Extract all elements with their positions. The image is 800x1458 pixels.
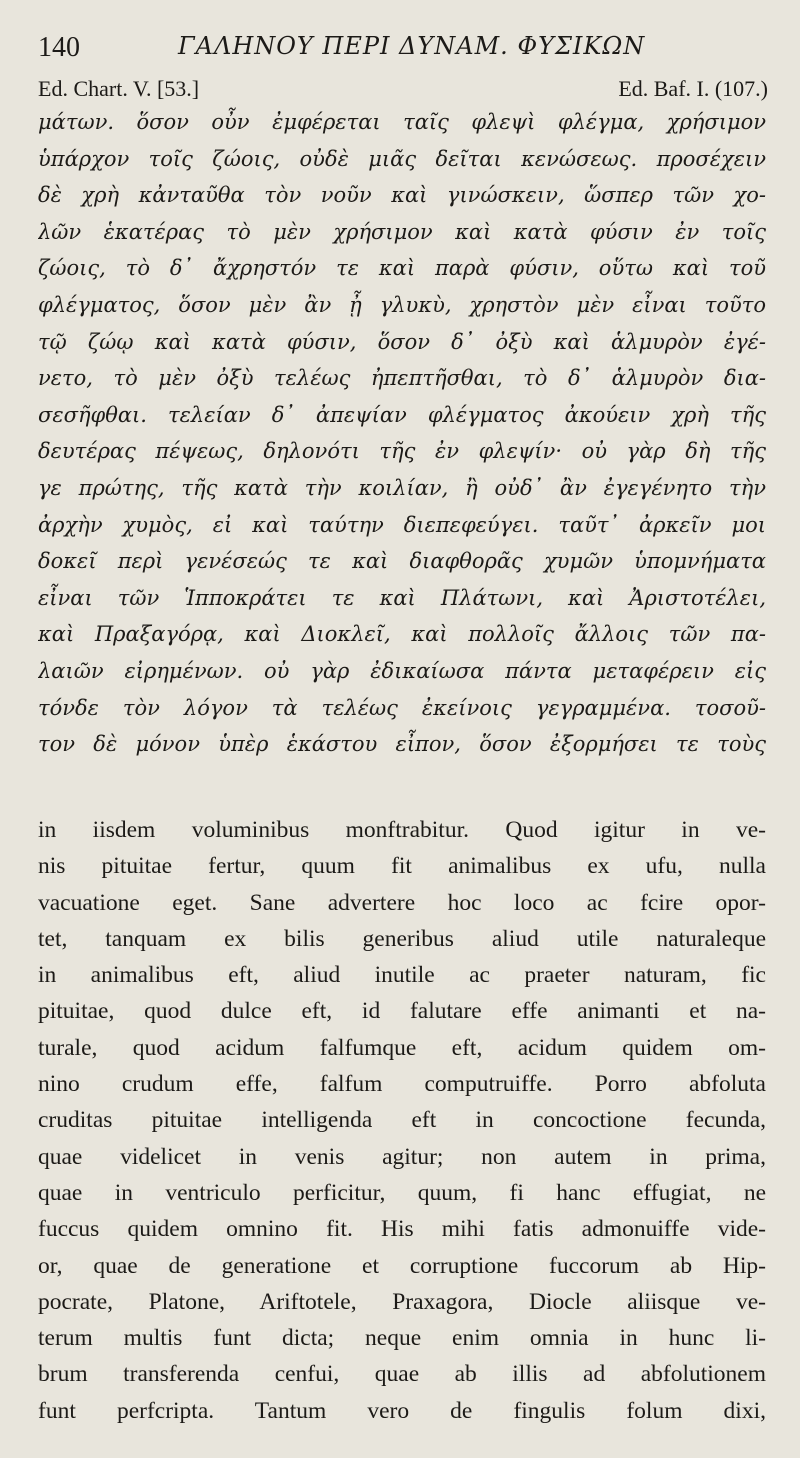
greek-text-line: δοκεῖ περὶ γενέσεώς τε καὶ διαφθορᾶς χυμῶν ὑπομνήματα bbox=[38, 549, 766, 574]
latin-text-line: funt perfcripta. Tantum vero de fingulis folum dixi, bbox=[38, 1397, 766, 1424]
latin-text-line: or, quae de generatione et corruptione fuccorum ab Hip- bbox=[38, 1252, 766, 1279]
greek-text-line: μάτων. ὅσον οὖν ἐμφέρεται ταῖς φλεψὶ φλέγμα, χρήσιμον bbox=[38, 110, 766, 134]
page-number: 140 bbox=[38, 32, 80, 63]
latin-text-line: cruditas pituitae intelligenda eft in concoctione fecunda, bbox=[38, 1107, 766, 1134]
latin-text-line: in iisdem voluminibus monftrabitur. Quod igitur in ve- bbox=[38, 817, 766, 843]
latin-text-line: turale, quod acidum falfumque eft, acidum quidem om- bbox=[38, 1034, 766, 1061]
latin-text-line: brum transferenda cenfui, quae ab illis ad abfolutionem bbox=[38, 1361, 766, 1388]
greek-text-line: φλέγματος, ὅσον μὲν ἂν ᾖ γλυκὺ, χρηστὸν μὲν εἶναι τοῦτο bbox=[38, 292, 766, 317]
edition-references bbox=[38, 76, 768, 106]
greek-text-line: γε πρώτης, τῆς κατὰ τὴν κοιλίαν, ἢ οὐδ᾽ ἂν ἐγεγένητο τὴν bbox=[38, 475, 766, 500]
running-title: ΓΑΛΗΝΟΥ ΠΕΡΙ ΔΥΝΑΜ. ΦΥΣΙΚΩΝ bbox=[178, 32, 646, 60]
edition-basel-ref: Ed. Baf. I. (107.) bbox=[618, 76, 768, 101]
greek-text-line: νετο, τὸ μὲν ὀξὺ τελέως ἠπεπτῆσθαι, τὸ δ᾽ ἁλμυρὸν δια- bbox=[38, 366, 766, 391]
greek-text-line: δὲ χρὴ κἀνταῦθα τὸν νοῦν καὶ γινώσκειν, ὥσπερ τῶν χο- bbox=[38, 183, 766, 208]
latin-text-block bbox=[38, 812, 766, 1429]
latin-text-line: nis pituitae fertur, quum fit animalibus ex ufu, nulla bbox=[38, 853, 766, 880]
edition-chart-ref: Ed. Chart. V. [53.] bbox=[38, 76, 200, 101]
page-header bbox=[38, 28, 768, 68]
latin-text-line: vacuatione eget. Sane advertere hoc loco ac fcire opor- bbox=[38, 889, 766, 916]
greek-text-line: τῷ ζώῳ καὶ κατὰ φύσιν, ὅσον δ᾽ ὀξὺ καὶ ἁλμυρὸν ἐγέ- bbox=[38, 329, 766, 354]
greek-text-line: λῶν ἑκατέρας τὸ μὲν χρήσιμον καὶ κατὰ φύσιν ἐν τοῖς bbox=[38, 219, 766, 244]
greek-text-line: καὶ Πραξαγόρᾳ, καὶ Διοκλεῖ, καὶ πολλοῖς ἄλλοις τῶν πα- bbox=[38, 622, 766, 647]
greek-text-line: λαιῶν εἰρημένων. οὐ γὰρ ἐδικαίωσα πάντα μεταφέρειν εἰς bbox=[38, 658, 766, 683]
latin-text-line: tet, tanquam ex bilis generibus aliud utile naturaleque bbox=[38, 925, 766, 952]
greek-text-line: ζώοις, τὸ δ᾽ ἄχρηστόν τε καὶ παρὰ φύσιν, οὕτω καὶ τοῦ bbox=[38, 256, 766, 281]
greek-text-line: ὑπάρχον τοῖς ζώοις, οὐδὲ μιᾶς δεῖται κενώσεως. προσέχειν bbox=[38, 146, 766, 171]
latin-text-line: pituitae, quod dulce eft, id falutare effe animanti et na- bbox=[38, 998, 766, 1025]
latin-text-line: in animalibus eft, aliud inutile ac praeter naturam, fic bbox=[38, 962, 766, 989]
latin-text-line: fuccus quidem omnino fit. His mihi fatis admonuiffe vide- bbox=[38, 1216, 766, 1243]
greek-text-line: ἀρχὴν χυμὸς, εἰ καὶ ταύτην διεπεφεύγει. ταῦτ᾽ ἀρκεῖν μοι bbox=[38, 512, 766, 537]
greek-text-line: εἶναι τῶν Ἱπποκράτει τε καὶ Πλάτωνι, καὶ Ἀριστοτέλει, bbox=[38, 585, 766, 610]
latin-text-line: pocrate, Platone, Ariftotele, Praxagora, Diocle aliisque ve- bbox=[38, 1288, 766, 1315]
greek-text-line: σεσῆφθαι. τελείαν δ᾽ ἀπεψίαν φλέγματος ἀκούειν χρὴ τῆς bbox=[38, 402, 766, 427]
latin-text-line: terum multis funt dicta; neque enim omnia in hunc li- bbox=[38, 1325, 766, 1352]
latin-text-line: quae in ventriculo perficitur, quum, fi hanc effugiat, ne bbox=[38, 1179, 766, 1206]
greek-text-block bbox=[38, 104, 766, 763]
latin-text-line: quae videlicet in venis agitur; non autem in prima, bbox=[38, 1143, 766, 1170]
latin-text-line: nino crudum effe, falfum computruiffe. Porro abfoluta bbox=[38, 1071, 766, 1098]
greek-text-line: τον δὲ μόνον ὑπὲρ ἑκάστου εἶπον, ὅσον ἐξορμήσει τε τοὺς bbox=[38, 732, 766, 757]
greek-text-line: τόνδε τὸν λόγον τὰ τελέως ἐκείνοις γεγραμμένα. τοσοῦ- bbox=[38, 695, 766, 720]
greek-text-line: δευτέρας πέψεως, δηλονότι τῆς ἐν φλεψίν· οὐ γὰρ δὴ τῆς bbox=[38, 439, 766, 464]
